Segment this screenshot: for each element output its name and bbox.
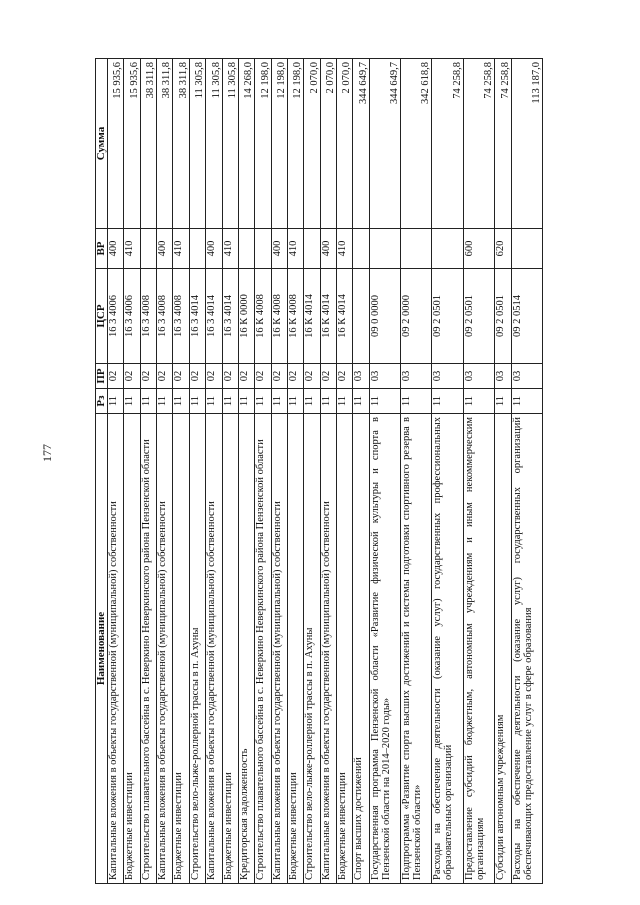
table-header-row	[96, 59, 108, 884]
cell-rz: 11	[222, 389, 238, 414]
cell-csr: 16 К 4008	[271, 269, 287, 364]
cell-vr: 400	[108, 229, 124, 269]
cell-csr: 16 3 4014	[222, 269, 238, 364]
cell-vr	[353, 229, 369, 269]
cell-pr: 02	[206, 364, 222, 389]
cell-pr: 02	[287, 364, 303, 389]
cell-csr: 16 3 4008	[173, 269, 189, 364]
cell-rz: 11	[173, 389, 189, 414]
cell-name: Капитальные вложения в объекты государственной (муниципальной) собственности	[206, 414, 222, 884]
cell-vr: 400	[320, 229, 336, 269]
cell-vr	[238, 229, 254, 269]
cell-rz: 11	[271, 389, 287, 414]
cell-rz: 11	[511, 389, 542, 414]
cell-pr: 02	[238, 364, 254, 389]
cell-pr: 02	[173, 364, 189, 389]
cell-sum: 12 198,0	[271, 59, 287, 229]
cell-csr: 16 К 0000	[238, 269, 254, 364]
table-row	[108, 59, 124, 884]
cell-pr: 02	[124, 364, 140, 389]
cell-vr	[189, 229, 205, 269]
table-row	[320, 59, 336, 884]
cell-vr	[432, 229, 463, 269]
cell-sum: 12 198,0	[255, 59, 271, 229]
table-row	[189, 59, 205, 884]
cell-rz: 11	[206, 389, 222, 414]
cell-rz: 11	[238, 389, 254, 414]
cell-vr	[304, 229, 320, 269]
cell-vr: 410	[173, 229, 189, 269]
cell-sum: 11 305,8	[206, 59, 222, 229]
cell-csr: 09 0 0000	[369, 269, 400, 364]
cell-csr: 16 3 4006	[108, 269, 124, 364]
page-number: 177	[40, 444, 54, 462]
cell-name: Бюджетные инвестиции	[173, 414, 189, 884]
cell-vr: 410	[222, 229, 238, 269]
cell-name: Государственная программа Пензенской области «Развитие физической культуры и спорта в Пензенской области на 2014–2020 годы»	[369, 414, 400, 884]
cell-rz: 11	[157, 389, 173, 414]
cell-pr: 02	[157, 364, 173, 389]
cell-csr: 16 К 4008	[287, 269, 303, 364]
cell-sum: 15 935,6	[108, 59, 124, 229]
cell-rz: 11	[108, 389, 124, 414]
table-row	[287, 59, 303, 884]
header-name: Наименование	[96, 414, 108, 884]
cell-rz: 11	[140, 389, 156, 414]
cell-sum: 74 258,8	[463, 59, 494, 229]
table-row	[238, 59, 254, 884]
cell-sum: 15 935,6	[124, 59, 140, 229]
table-row	[463, 59, 494, 884]
cell-rz: 11	[337, 389, 353, 414]
cell-name: Расходы на обеспечение деятельности (оказание услуг) государственных организаций обеспечивающих предоставление услуг в сфере образования	[511, 414, 542, 884]
cell-sum: 2 070,0	[337, 59, 353, 229]
cell-vr: 400	[206, 229, 222, 269]
cell-rz: 11	[353, 389, 369, 414]
cell-pr: 03	[463, 364, 494, 389]
cell-rz: 11	[255, 389, 271, 414]
cell-csr: 16 3 4006	[124, 269, 140, 364]
cell-pr: 03	[511, 364, 542, 389]
cell-pr: 02	[304, 364, 320, 389]
cell-pr: 03	[353, 364, 369, 389]
cell-name: Бюджетные инвестиции	[222, 414, 238, 884]
table-row	[511, 59, 542, 884]
cell-csr: 16 К 4014	[304, 269, 320, 364]
table-row	[495, 59, 511, 884]
cell-rz: 11	[287, 389, 303, 414]
cell-name: Капитальные вложения в объекты государственной (муниципальной) собственности	[157, 414, 173, 884]
cell-sum: 38 311,8	[173, 59, 189, 229]
cell-csr	[353, 269, 369, 364]
cell-csr: 09 2 0000	[401, 269, 432, 364]
cell-rz: 11	[432, 389, 463, 414]
cell-csr: 09 2 0501	[463, 269, 494, 364]
header-csr: ЦСР	[96, 269, 108, 364]
cell-name: Капитальные вложения в объекты государственной (муниципальной) собственности	[108, 414, 124, 884]
header-sum: Сумма	[96, 59, 108, 229]
cell-sum: 2 070,0	[304, 59, 320, 229]
cell-vr: 620	[495, 229, 511, 269]
cell-csr: 09 2 0501	[432, 269, 463, 364]
table-row	[157, 59, 173, 884]
cell-pr: 02	[271, 364, 287, 389]
cell-vr	[511, 229, 542, 269]
cell-vr	[369, 229, 400, 269]
cell-csr: 09 2 0514	[511, 269, 542, 364]
cell-pr: 02	[222, 364, 238, 389]
cell-pr: 03	[401, 364, 432, 389]
cell-vr	[255, 229, 271, 269]
table-row	[124, 59, 140, 884]
cell-sum: 11 305,8	[222, 59, 238, 229]
cell-csr: 16 К 4014	[320, 269, 336, 364]
table-row	[222, 59, 238, 884]
cell-sum: 14 268,0	[238, 59, 254, 229]
cell-name: Бюджетные инвестиции	[124, 414, 140, 884]
cell-rz: 11	[463, 389, 494, 414]
cell-rz: 11	[320, 389, 336, 414]
table-row	[401, 59, 432, 884]
table-row	[369, 59, 400, 884]
cell-sum: 2 070,0	[320, 59, 336, 229]
cell-vr: 600	[463, 229, 494, 269]
header-pr: ПР	[96, 364, 108, 389]
cell-pr: 02	[255, 364, 271, 389]
cell-pr: 03	[495, 364, 511, 389]
cell-pr: 02	[189, 364, 205, 389]
cell-rz: 11	[304, 389, 320, 414]
cell-pr: 03	[369, 364, 400, 389]
cell-rz: 11	[495, 389, 511, 414]
cell-sum: 344 649,7	[353, 59, 369, 229]
cell-sum: 74 258,8	[432, 59, 463, 229]
cell-csr: 16 К 4014	[337, 269, 353, 364]
cell-vr: 410	[337, 229, 353, 269]
cell-rz: 11	[401, 389, 432, 414]
cell-name: Подпрограмма «Развитие спорта высших достижений и системы подготовки спортивного резерва в Пензенской области»	[401, 414, 432, 884]
cell-name: Капитальные вложения в объекты государственной (муниципальной) собственности	[271, 414, 287, 884]
cell-vr: 410	[287, 229, 303, 269]
cell-rz: 11	[124, 389, 140, 414]
table-row	[206, 59, 222, 884]
table-row	[353, 59, 369, 884]
cell-sum: 113 187,0	[511, 59, 542, 229]
cell-csr: 16 3 4008	[157, 269, 173, 364]
cell-name: Строительство вело-лыже-роллерной трассы в п. Ахуны	[189, 414, 205, 884]
header-rz: Рз	[96, 389, 108, 414]
cell-name: Бюджетные инвестиции	[287, 414, 303, 884]
table-row	[140, 59, 156, 884]
cell-sum: 12 198,0	[287, 59, 303, 229]
cell-rz: 11	[369, 389, 400, 414]
cell-sum: 38 311,8	[157, 59, 173, 229]
table-row	[304, 59, 320, 884]
cell-sum: 344 649,7	[369, 59, 400, 229]
cell-pr: 02	[320, 364, 336, 389]
cell-pr: 02	[108, 364, 124, 389]
cell-sum: 342 618,8	[401, 59, 432, 229]
cell-csr: 16 К 4008	[255, 269, 271, 364]
cell-rz: 11	[189, 389, 205, 414]
cell-name: Предоставление субсидий бюджетным, автономным учреждениям и иным некоммерческим организациям	[463, 414, 494, 884]
cell-sum: 11 305,8	[189, 59, 205, 229]
cell-name: Строительство плавательного бассейна в с. Неверкино Неверкинского района Пензенской области	[255, 414, 271, 884]
table-row	[255, 59, 271, 884]
cell-name: Субсидии автономным учреждениям	[495, 414, 511, 884]
cell-pr: 02	[140, 364, 156, 389]
cell-vr: 400	[157, 229, 173, 269]
table-row	[271, 59, 287, 884]
header-vr: ВР	[96, 229, 108, 269]
cell-name: Строительство плавательного бассейна в с. Неверкино Неверкинского района Пензенской области	[140, 414, 156, 884]
cell-vr: 400	[271, 229, 287, 269]
cell-vr	[401, 229, 432, 269]
table-row	[173, 59, 189, 884]
cell-vr: 410	[124, 229, 140, 269]
cell-name: Строительство вело-лыже-роллерной трассы в п. Ахуны	[304, 414, 320, 884]
cell-name: Спорт высших достижений	[353, 414, 369, 884]
cell-pr: 03	[432, 364, 463, 389]
table-row	[432, 59, 463, 884]
cell-pr: 02	[337, 364, 353, 389]
cell-vr	[140, 229, 156, 269]
table-row	[337, 59, 353, 884]
cell-name: Капитальные вложения в объекты государственной (муниципальной) собственности	[320, 414, 336, 884]
cell-csr: 16 3 4014	[189, 269, 205, 364]
cell-name: Расходы на обеспечение деятельности (оказание услуг) государственных профессиональных образовательных организаций	[432, 414, 463, 884]
cell-name: Кредиторская задолженность	[238, 414, 254, 884]
cell-csr: 16 3 4008	[140, 269, 156, 364]
cell-sum: 74 258,8	[495, 59, 511, 229]
cell-csr: 16 3 4014	[206, 269, 222, 364]
cell-sum: 38 311,8	[140, 59, 156, 229]
budget-table	[95, 58, 543, 884]
cell-csr: 09 2 0501	[495, 269, 511, 364]
cell-name: Бюджетные инвестиции	[337, 414, 353, 884]
rotated-table-container	[95, 59, 543, 884]
